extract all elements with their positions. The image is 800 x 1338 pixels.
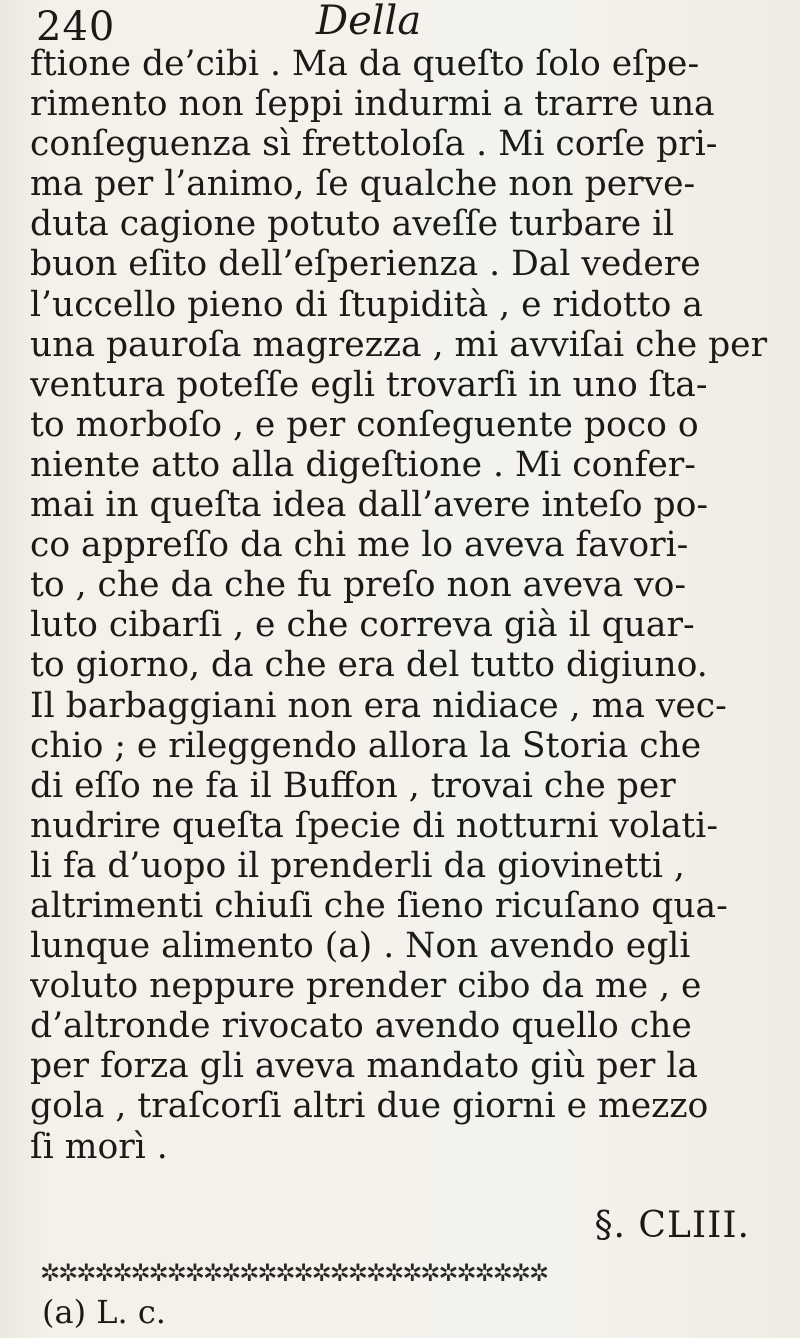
text-line: co appreſſo da chi me lo aveva favori- bbox=[30, 525, 689, 566]
text-line: Il barbaggiani non era nidiace , ma vec- bbox=[30, 685, 727, 726]
text-line: gola , traſcorſi altri due giorni e mezzo bbox=[30, 1086, 709, 1127]
text-line: duta cagione potuto aveſſe turbare il bbox=[30, 204, 675, 245]
text-line: ſi morì . bbox=[30, 1126, 168, 1167]
text-line: altrimenti chiuſi che ſieno ricuſano qua- bbox=[30, 885, 728, 926]
section-marker: §. CLIII. bbox=[594, 1205, 750, 1246]
body-text bbox=[30, 44, 780, 1167]
text-line: lunque alimento (a) . Non avendo egli bbox=[30, 926, 691, 967]
running-title: Della bbox=[316, 0, 422, 44]
text-line: di eſſo ne fa il Buffon , trovai che per bbox=[30, 765, 676, 806]
text-line: to giorno, da che era del tutto digiuno. bbox=[30, 645, 708, 686]
text-line: mai in queſta idea dall’avere inteſo po- bbox=[30, 485, 709, 526]
section-row bbox=[30, 1205, 780, 1255]
text-line: per forza gli aveva mandato giù per la bbox=[30, 1046, 698, 1087]
text-line: ftione de’cibi . Ma da queſto ſolo eſpe- bbox=[30, 44, 700, 84]
text-line: l’uccello pieno di ſtupidità , e ridotto a bbox=[30, 284, 703, 325]
text-line: voluto neppure prender cibo da me , e bbox=[30, 966, 702, 1007]
text-line: to morboſo , e per conſeguente poco o bbox=[30, 404, 699, 445]
text-line: li fa d’uopo il prenderli da giovinetti , bbox=[30, 845, 685, 886]
text-line: ventura poteſſe egli trovarſi in uno ſta- bbox=[30, 364, 708, 405]
text-line: una pauroſa magrezza , mi avviſai che per bbox=[30, 324, 768, 365]
text-line: buon eſito dell’eſperienza . Dal vedere bbox=[30, 244, 701, 285]
text-line: chio ; e rileggendo allora la Storia che bbox=[30, 725, 702, 766]
text-line: d’altronde rivocato avendo quello che bbox=[30, 1006, 692, 1047]
text-line: to , che da che fu preſo non aveva vo- bbox=[30, 565, 687, 606]
text-line: ma per l’animo, ſe qualche non perve- bbox=[30, 164, 696, 205]
footnote: (a) L. c. bbox=[42, 1293, 166, 1331]
text-line: nudrire queſta ſpecie di notturni volati- bbox=[30, 805, 718, 846]
text-line: niente atto alla digeſtione . Mi confer- bbox=[30, 444, 696, 485]
text-line: conſeguenza sì frettoloſa . Mi corſe pri- bbox=[30, 124, 718, 165]
text-line: rimento non ſeppi indurmi a trarre una bbox=[30, 84, 715, 125]
page-number: 240 bbox=[36, 4, 116, 50]
ornament-rule: ✲✲✲✲✲✲✲✲✲✲✲✲✲✲✲✲✲✲✲✲✲✲✲✲✲✲✲✲ bbox=[40, 1259, 548, 1287]
text-line: luto cibarſi , e che correva già il quar- bbox=[30, 605, 695, 646]
